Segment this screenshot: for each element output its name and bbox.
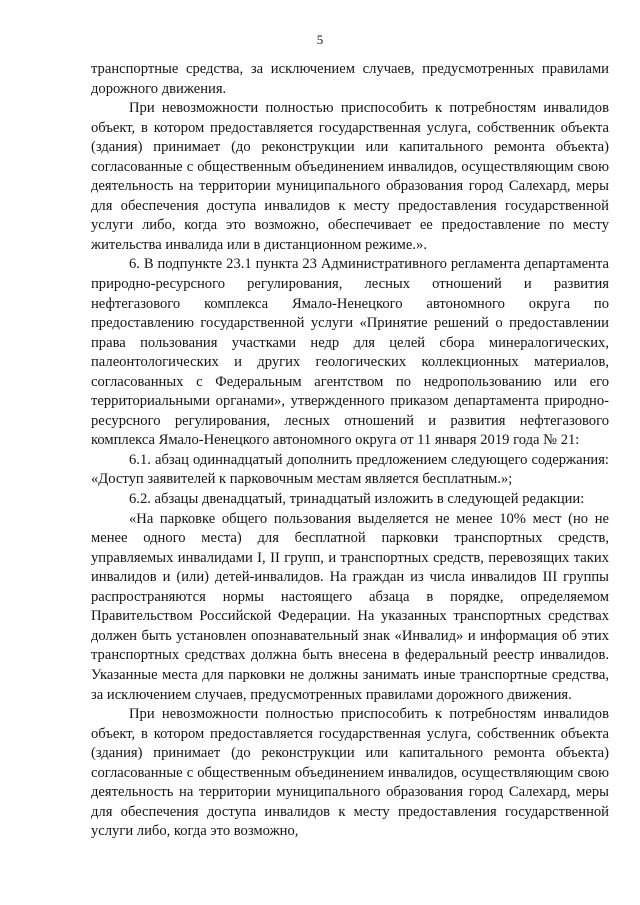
paragraph-item-6-2: 6.2. абзацы двенадцатый, тринадцатый изложить в следующей редакции: [129,491,585,508]
document-body [91,60,609,842]
paragraph-accessibility-measures: При невозможности полностью приспособить к потребностям инвалидов объект, в котором предоставляется государственная услуга, собственник объекта (здания) принимает (до реконструкции или капитального ремонта объекта) согласованные с общественным объединением инвалидов, осуществляющим свою деятельность на территории муниципального образования город Салехард, меры для обеспечения доступа инвалидов к месту предоставления государственной услуги либо, когда это возможно, обеспечивает ее предоставление по месту жительства инвалида или в дистанционном режиме.». [91,100,609,253]
page-number: 5 [316,32,324,47]
paragraph-accessibility-measures-repeat: При невозможности полностью приспособить к потребностям инвалидов объект, в котором предоставляется государственная услуга, собственник объекта (здания) принимает (до реконструкции или капитального ремонта объекта) согласованные с общественным объединением инвалидов, осуществляющим свою деятельность на территории муниципального образования город Салехард, меры для обеспечения доступа инвалидов к месту предоставления государственной услуги либо, когда это возможно, [91,706,609,840]
paragraph-item-6-1: 6.1. абзац одиннадцатый дополнить предложением следующего содержания: «Доступ заявителей к парковочным местам является бесплатным.»; [91,451,609,488]
paragraph-continuation: транспортные средства, за исключением случаев, предусмотренных правилами дорожного движения. [91,61,609,97]
paragraph-parking-rules: «На парковке общего пользования выделяется не менее 10% мест (но не менее одного места) для бесплатной парковки транспортных средств, управляемых инвалидами I, II групп, и транспортных средств, перевозящих таких инвалидов и (или) детей-инвалидов. На граждан из числа инвалидов III группы распространяются нормы настоящего абзаца в порядке, определяемом Правительством Российской Федерации. На указанных транспортных средствах должен быть установлен опознавательный знак «Инвалид» и информация об этих транспортных средствах должна быть внесена в федеральный реестр инвалидов. Указанные места для парковки не должны занимать иные транспортные средства, за исключением случаев, предусмотренных правилами дорожного движения. [91,510,609,703]
paragraph-item-6: 6. В подпункте 23.1 пункта 23 Административного регламента департамента природно-ресурсного регулирования, лесных отношений и развития нефтегазового комплекса Ямало-Ненецкого автономного округа по предоставлению государственной услуги «Принятие решений о предоставлении права пользования участками недр для целей сбора минералогических, палеонтологических и других геологических коллекционных материалов, согласованных с Федеральным агентством по недропользованию или его территориальными органами», утвержденного приказом департамента природно-ресурсного регулирования, лесных отношений и развития нефтегазового комплекса Ямало-Ненецкого автономного округа от 11 января 2019 года № 21: [91,256,609,449]
